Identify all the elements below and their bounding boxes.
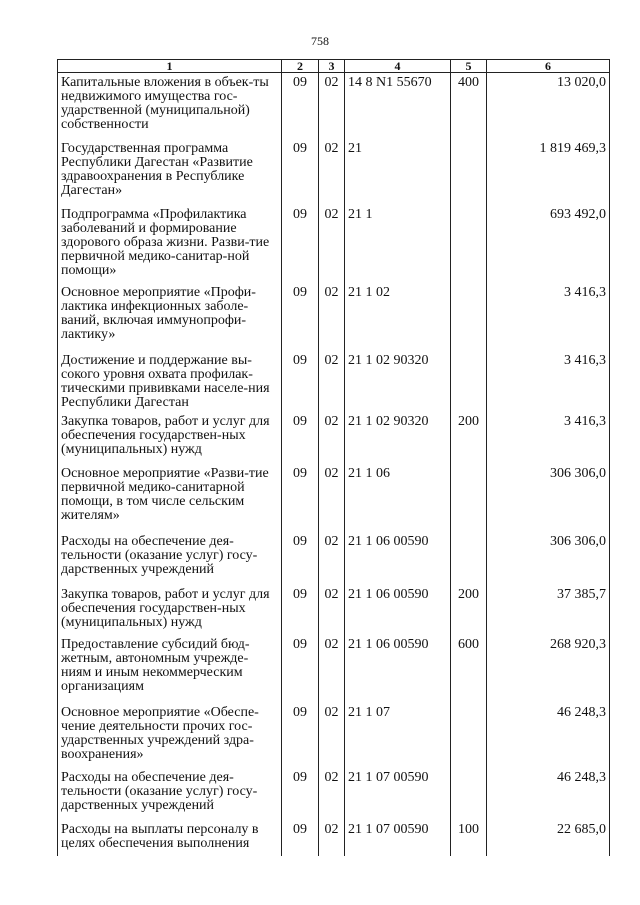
table-row [58, 205, 610, 283]
table-row [58, 820, 610, 856]
row-amount: 3 416,3 [487, 283, 610, 351]
row-target-code: 21 1 07 [345, 703, 451, 768]
row-expense-type: 600 [451, 635, 487, 703]
row-name: Подпрограмма «Профилактика заболеваний и формирование здорового образа жизни. Разви-тие первичной медико-санитар-ной помощи» [58, 205, 282, 283]
row-section: 09 [282, 73, 319, 139]
row-target-code: 21 1 06 00590 [345, 585, 451, 635]
row-name: Основное мероприятие «Разви-тие первичной медико-санитарной помощи, в том числе сельским жителям» [58, 464, 282, 532]
row-expense-type: 400 [451, 73, 487, 139]
row-section: 09 [282, 412, 319, 464]
row-name: Закупка товаров, работ и услуг для обеспечения государствен-ных (муниципальных) нужд [58, 412, 282, 464]
row-amount: 306 306,0 [487, 464, 610, 532]
row-name: Закупка товаров, работ и услуг для обеспечения государствен-ных (муниципальных) нужд [58, 585, 282, 635]
row-amount: 3 416,3 [487, 351, 610, 412]
row-section: 09 [282, 464, 319, 532]
row-section: 09 [282, 283, 319, 351]
row-amount: 22 685,0 [487, 820, 610, 856]
table-row [58, 139, 610, 205]
row-name: Основное мероприятие «Обеспе-чение деятельности прочих гос-ударственных учреждений здра-воохранения» [58, 703, 282, 768]
row-section: 09 [282, 768, 319, 820]
row-target-code: 21 [345, 139, 451, 205]
page-number: 758 [311, 34, 329, 48]
header-col-1: 1 [58, 60, 282, 73]
row-section: 09 [282, 820, 319, 856]
budget-table [57, 59, 610, 856]
row-amount: 13 020,0 [487, 73, 610, 139]
row-section: 09 [282, 635, 319, 703]
row-section: 09 [282, 351, 319, 412]
row-subsection: 02 [319, 205, 345, 283]
row-subsection: 02 [319, 703, 345, 768]
row-name: Предоставление субсидий бюд-жетным, автономным учрежде-ниям и иным некоммерческим организациям [58, 635, 282, 703]
row-name: Капитальные вложения в объек-ты недвижимого имущества гос-ударственной (муниципальной) собственности [58, 73, 282, 139]
row-expense-type [451, 532, 487, 585]
row-amount: 46 248,3 [487, 703, 610, 768]
header-col-2: 2 [282, 60, 319, 73]
table-row [58, 585, 610, 635]
row-subsection: 02 [319, 768, 345, 820]
row-name: Достижение и поддержание вы-сокого уровня охвата профилак-тическими прививками населе-ния Республики Дагестан [58, 351, 282, 412]
row-subsection: 02 [319, 73, 345, 139]
row-section: 09 [282, 703, 319, 768]
row-name: Основное мероприятие «Профи-лактика инфекционных заболе-ваний, включая иммунопрофи-лактику» [58, 283, 282, 351]
row-subsection: 02 [319, 464, 345, 532]
row-target-code: 21 1 06 00590 [345, 635, 451, 703]
table-row [58, 412, 610, 464]
row-target-code: 21 1 06 [345, 464, 451, 532]
row-expense-type [451, 768, 487, 820]
header-col-6: 6 [487, 60, 610, 73]
row-target-code: 14 8 N1 55670 [345, 73, 451, 139]
row-subsection: 02 [319, 351, 345, 412]
row-name: Расходы на обеспечение дея-тельности (оказание услуг) госу-дарственных учреждений [58, 532, 282, 585]
row-amount: 306 306,0 [487, 532, 610, 585]
row-name: Расходы на обеспечение дея-тельности (оказание услуг) госу-дарственных учреждений [58, 768, 282, 820]
row-expense-type: 100 [451, 820, 487, 856]
table-row [58, 464, 610, 532]
row-expense-type [451, 283, 487, 351]
row-target-code: 21 1 07 00590 [345, 768, 451, 820]
row-subsection: 02 [319, 283, 345, 351]
table-row [58, 73, 610, 139]
row-amount: 1 819 469,3 [487, 139, 610, 205]
header-col-5: 5 [451, 60, 487, 73]
table-row [58, 703, 610, 768]
table-row [58, 768, 610, 820]
row-subsection: 02 [319, 139, 345, 205]
row-expense-type: 200 [451, 412, 487, 464]
header-col-4: 4 [345, 60, 451, 73]
row-subsection: 02 [319, 820, 345, 856]
row-target-code: 21 1 06 00590 [345, 532, 451, 585]
table-row [58, 532, 610, 585]
row-section: 09 [282, 532, 319, 585]
row-amount: 46 248,3 [487, 768, 610, 820]
row-expense-type [451, 205, 487, 283]
row-section: 09 [282, 585, 319, 635]
row-subsection: 02 [319, 635, 345, 703]
row-expense-type [451, 351, 487, 412]
header-col-3: 3 [319, 60, 345, 73]
row-subsection: 02 [319, 412, 345, 464]
row-target-code: 21 1 02 [345, 283, 451, 351]
row-subsection: 02 [319, 585, 345, 635]
row-expense-type [451, 139, 487, 205]
row-expense-type [451, 703, 487, 768]
row-section: 09 [282, 205, 319, 283]
table-row [58, 635, 610, 703]
table-row [58, 351, 610, 412]
row-name: Государственная программа Республики Дагестан «Развитие здравоохранения в Республике Дагестан» [58, 139, 282, 205]
row-target-code: 21 1 02 90320 [345, 351, 451, 412]
row-amount: 37 385,7 [487, 585, 610, 635]
row-section: 09 [282, 139, 319, 205]
row-expense-type: 200 [451, 585, 487, 635]
row-amount: 693 492,0 [487, 205, 610, 283]
row-target-code: 21 1 [345, 205, 451, 283]
row-amount: 3 416,3 [487, 412, 610, 464]
row-amount: 268 920,3 [487, 635, 610, 703]
table-header-row [58, 60, 610, 73]
row-target-code: 21 1 02 90320 [345, 412, 451, 464]
table-row [58, 283, 610, 351]
row-name: Расходы на выплаты персоналу в целях обеспечения выполнения [58, 820, 282, 856]
row-subsection: 02 [319, 532, 345, 585]
row-target-code: 21 1 07 00590 [345, 820, 451, 856]
row-expense-type [451, 464, 487, 532]
